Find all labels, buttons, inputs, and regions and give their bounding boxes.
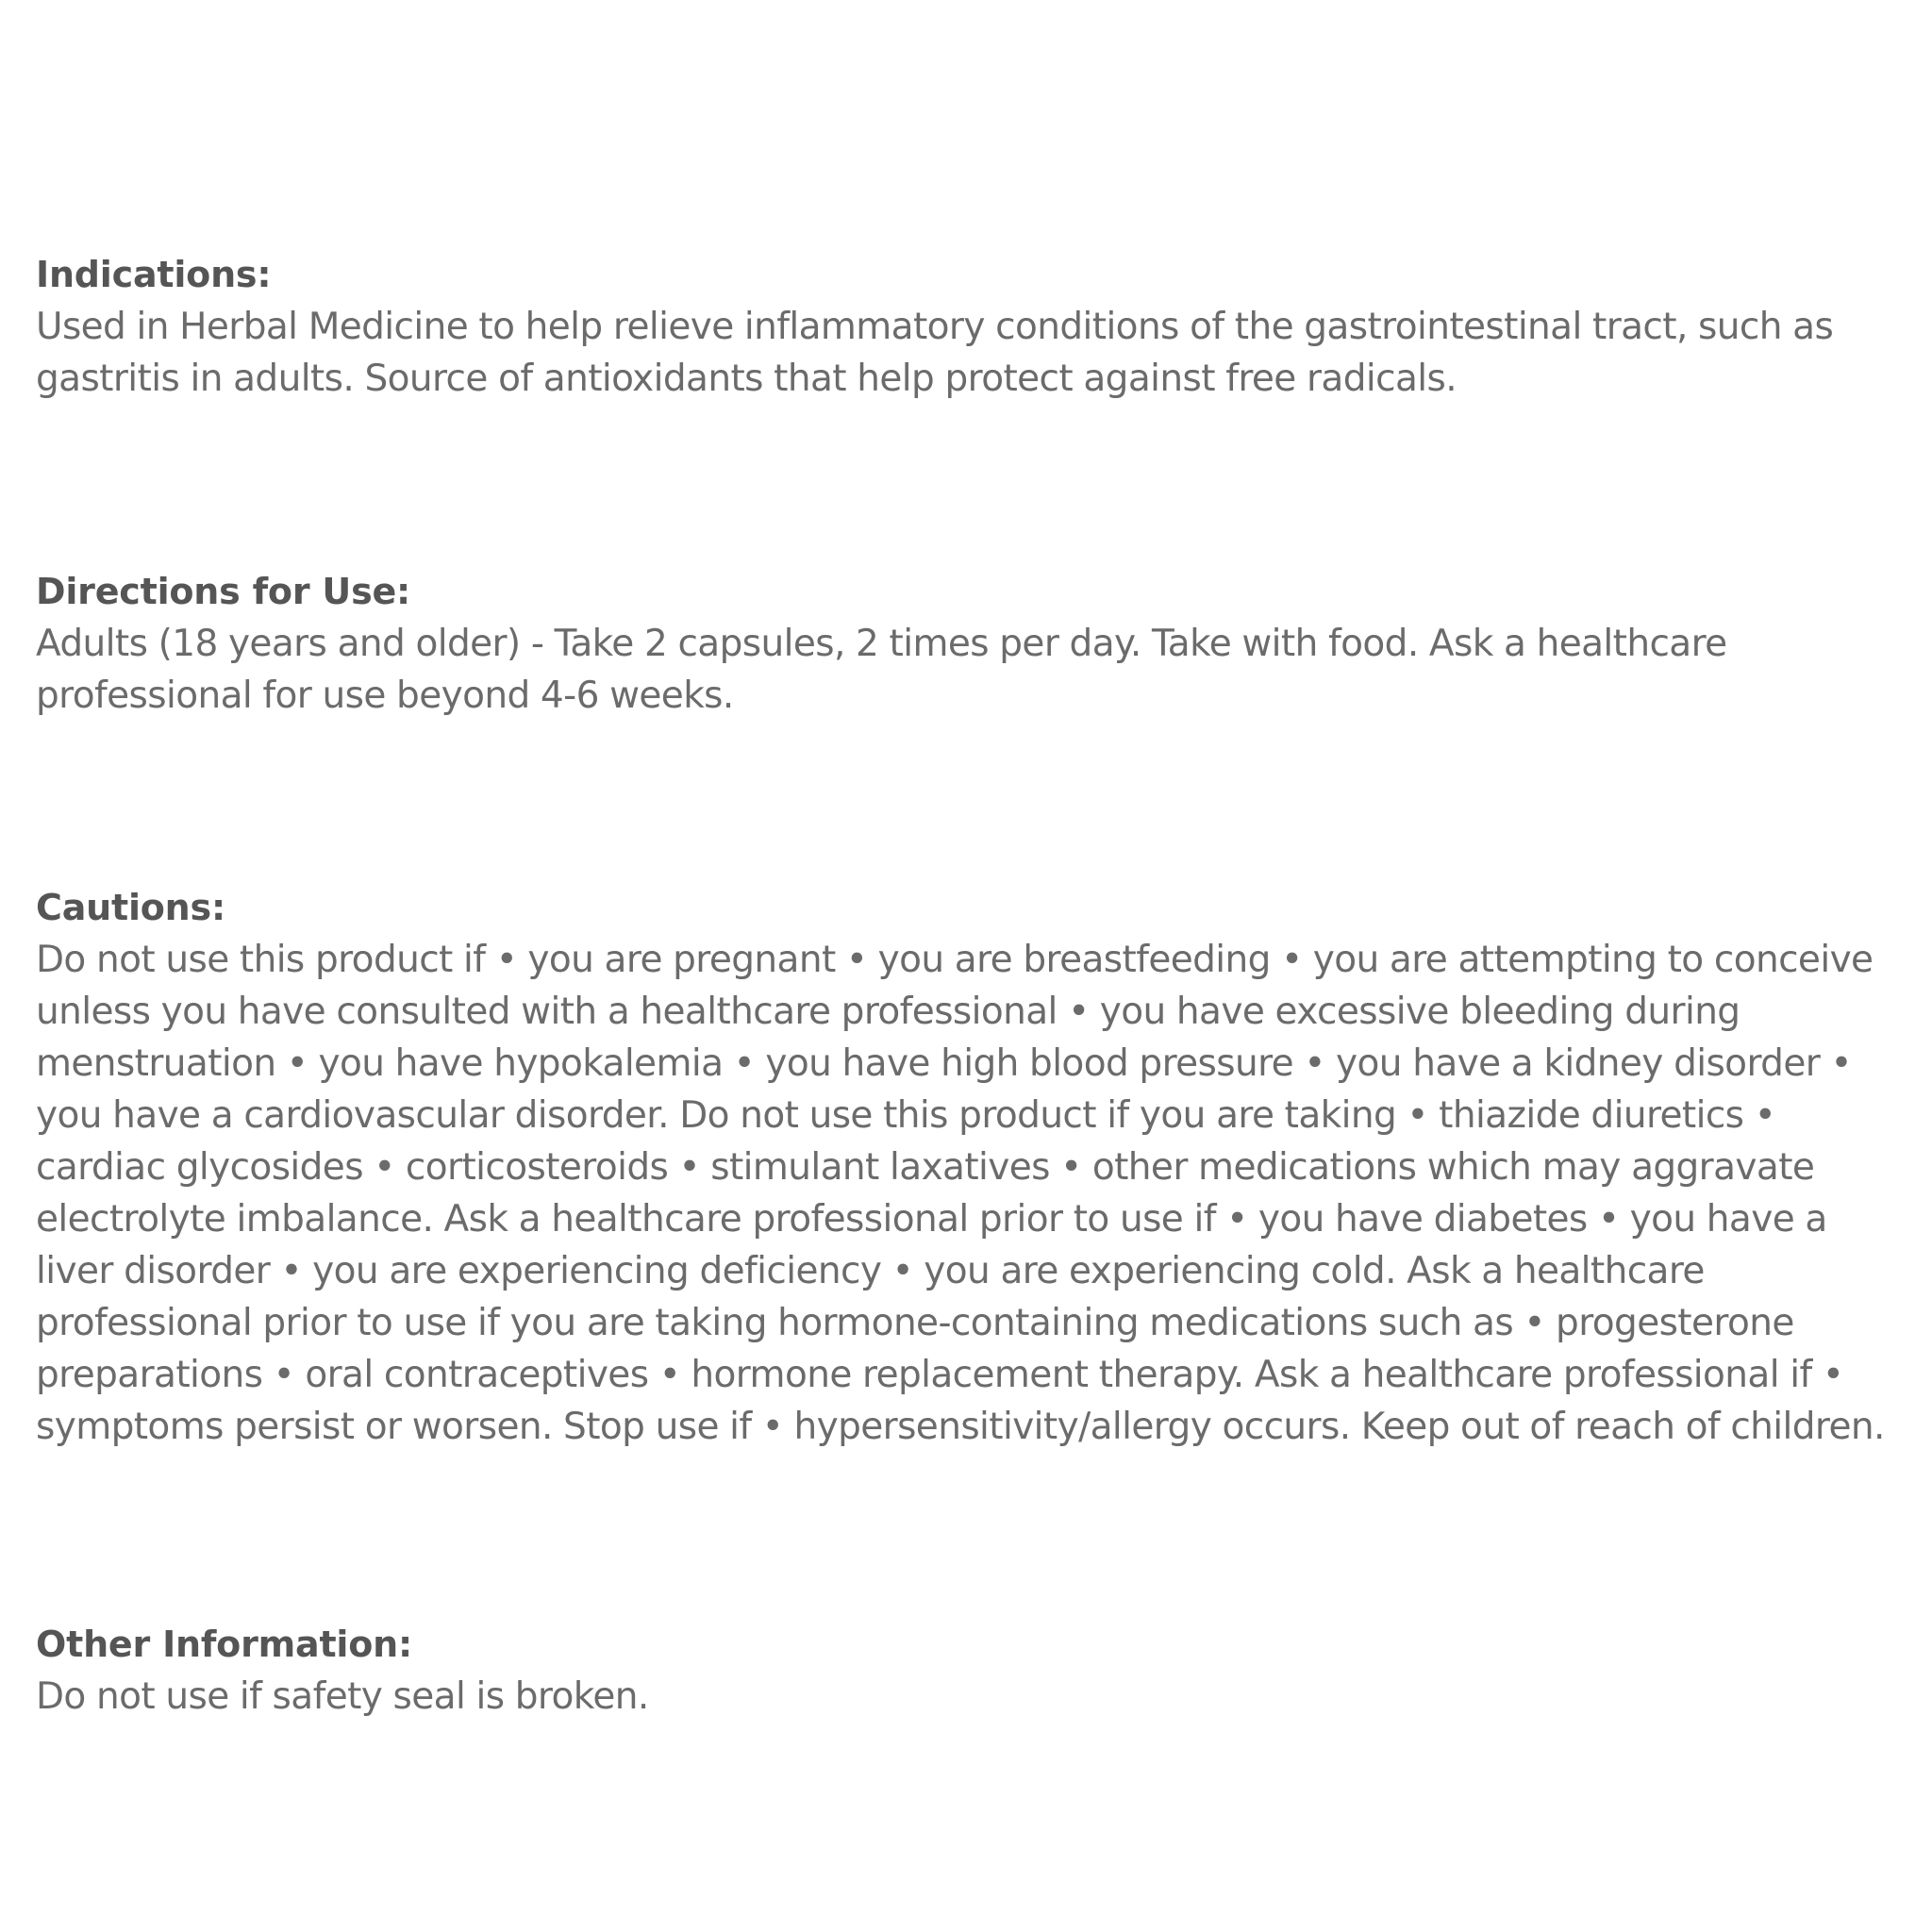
directions-text: Adults (18 years and older) - Take 2 capsules, 2 times per day. Take with food. Ask a healthcare professional for use beyond 4-6 weeks. (36, 623, 1727, 717)
cautions-section (36, 881, 1913, 1453)
directions-section (36, 565, 1913, 722)
directions-heading: Directions for Use: (36, 571, 411, 612)
indications-heading: Indications: (36, 254, 272, 295)
cautions-heading: Cautions: (36, 887, 225, 928)
indications-text: Used in Herbal Medicine to help relieve inflammatory conditions of the gastrointestinal tract, such as gastritis in adults. Source of antioxidants that help protect against free radicals. (36, 306, 1834, 400)
other-information-text: Do not use if safety seal is broken. (36, 1675, 649, 1718)
other-information-section (36, 1618, 649, 1723)
other-information-heading: Other Information: (36, 1624, 413, 1665)
indications-section (36, 248, 1913, 405)
cautions-text: Do not use this product if • you are pregnant • you are breastfeeding • you are attempting to conceive unless you have consulted with a healthcare professional • you have excessive bleeding during menstruation • you have hypokalemia • you have high blood pressure • you have a kidney disorder • you have a cardiovascular disorder. Do not use this product if you are taking • thiazide diuretics • cardiac glycosides • corticosteroids • stimulant laxatives • other medications which may aggravate electrolyte imbalance. Ask a healthcare professional prior to use if • you have diabetes • you have a liver disorder • you are experiencing deficiency • you are experiencing cold. Ask a healthcare professional prior to use if you are taking hormone-containing medications such as • progesterone preparations • oral contraceptives • hormone replacement therapy. Ask a healthcare professional if • symptoms persist or worsen. Stop use if • hypersensitivity/allergy occurs. Keep out of reach of children. (36, 939, 1885, 1448)
